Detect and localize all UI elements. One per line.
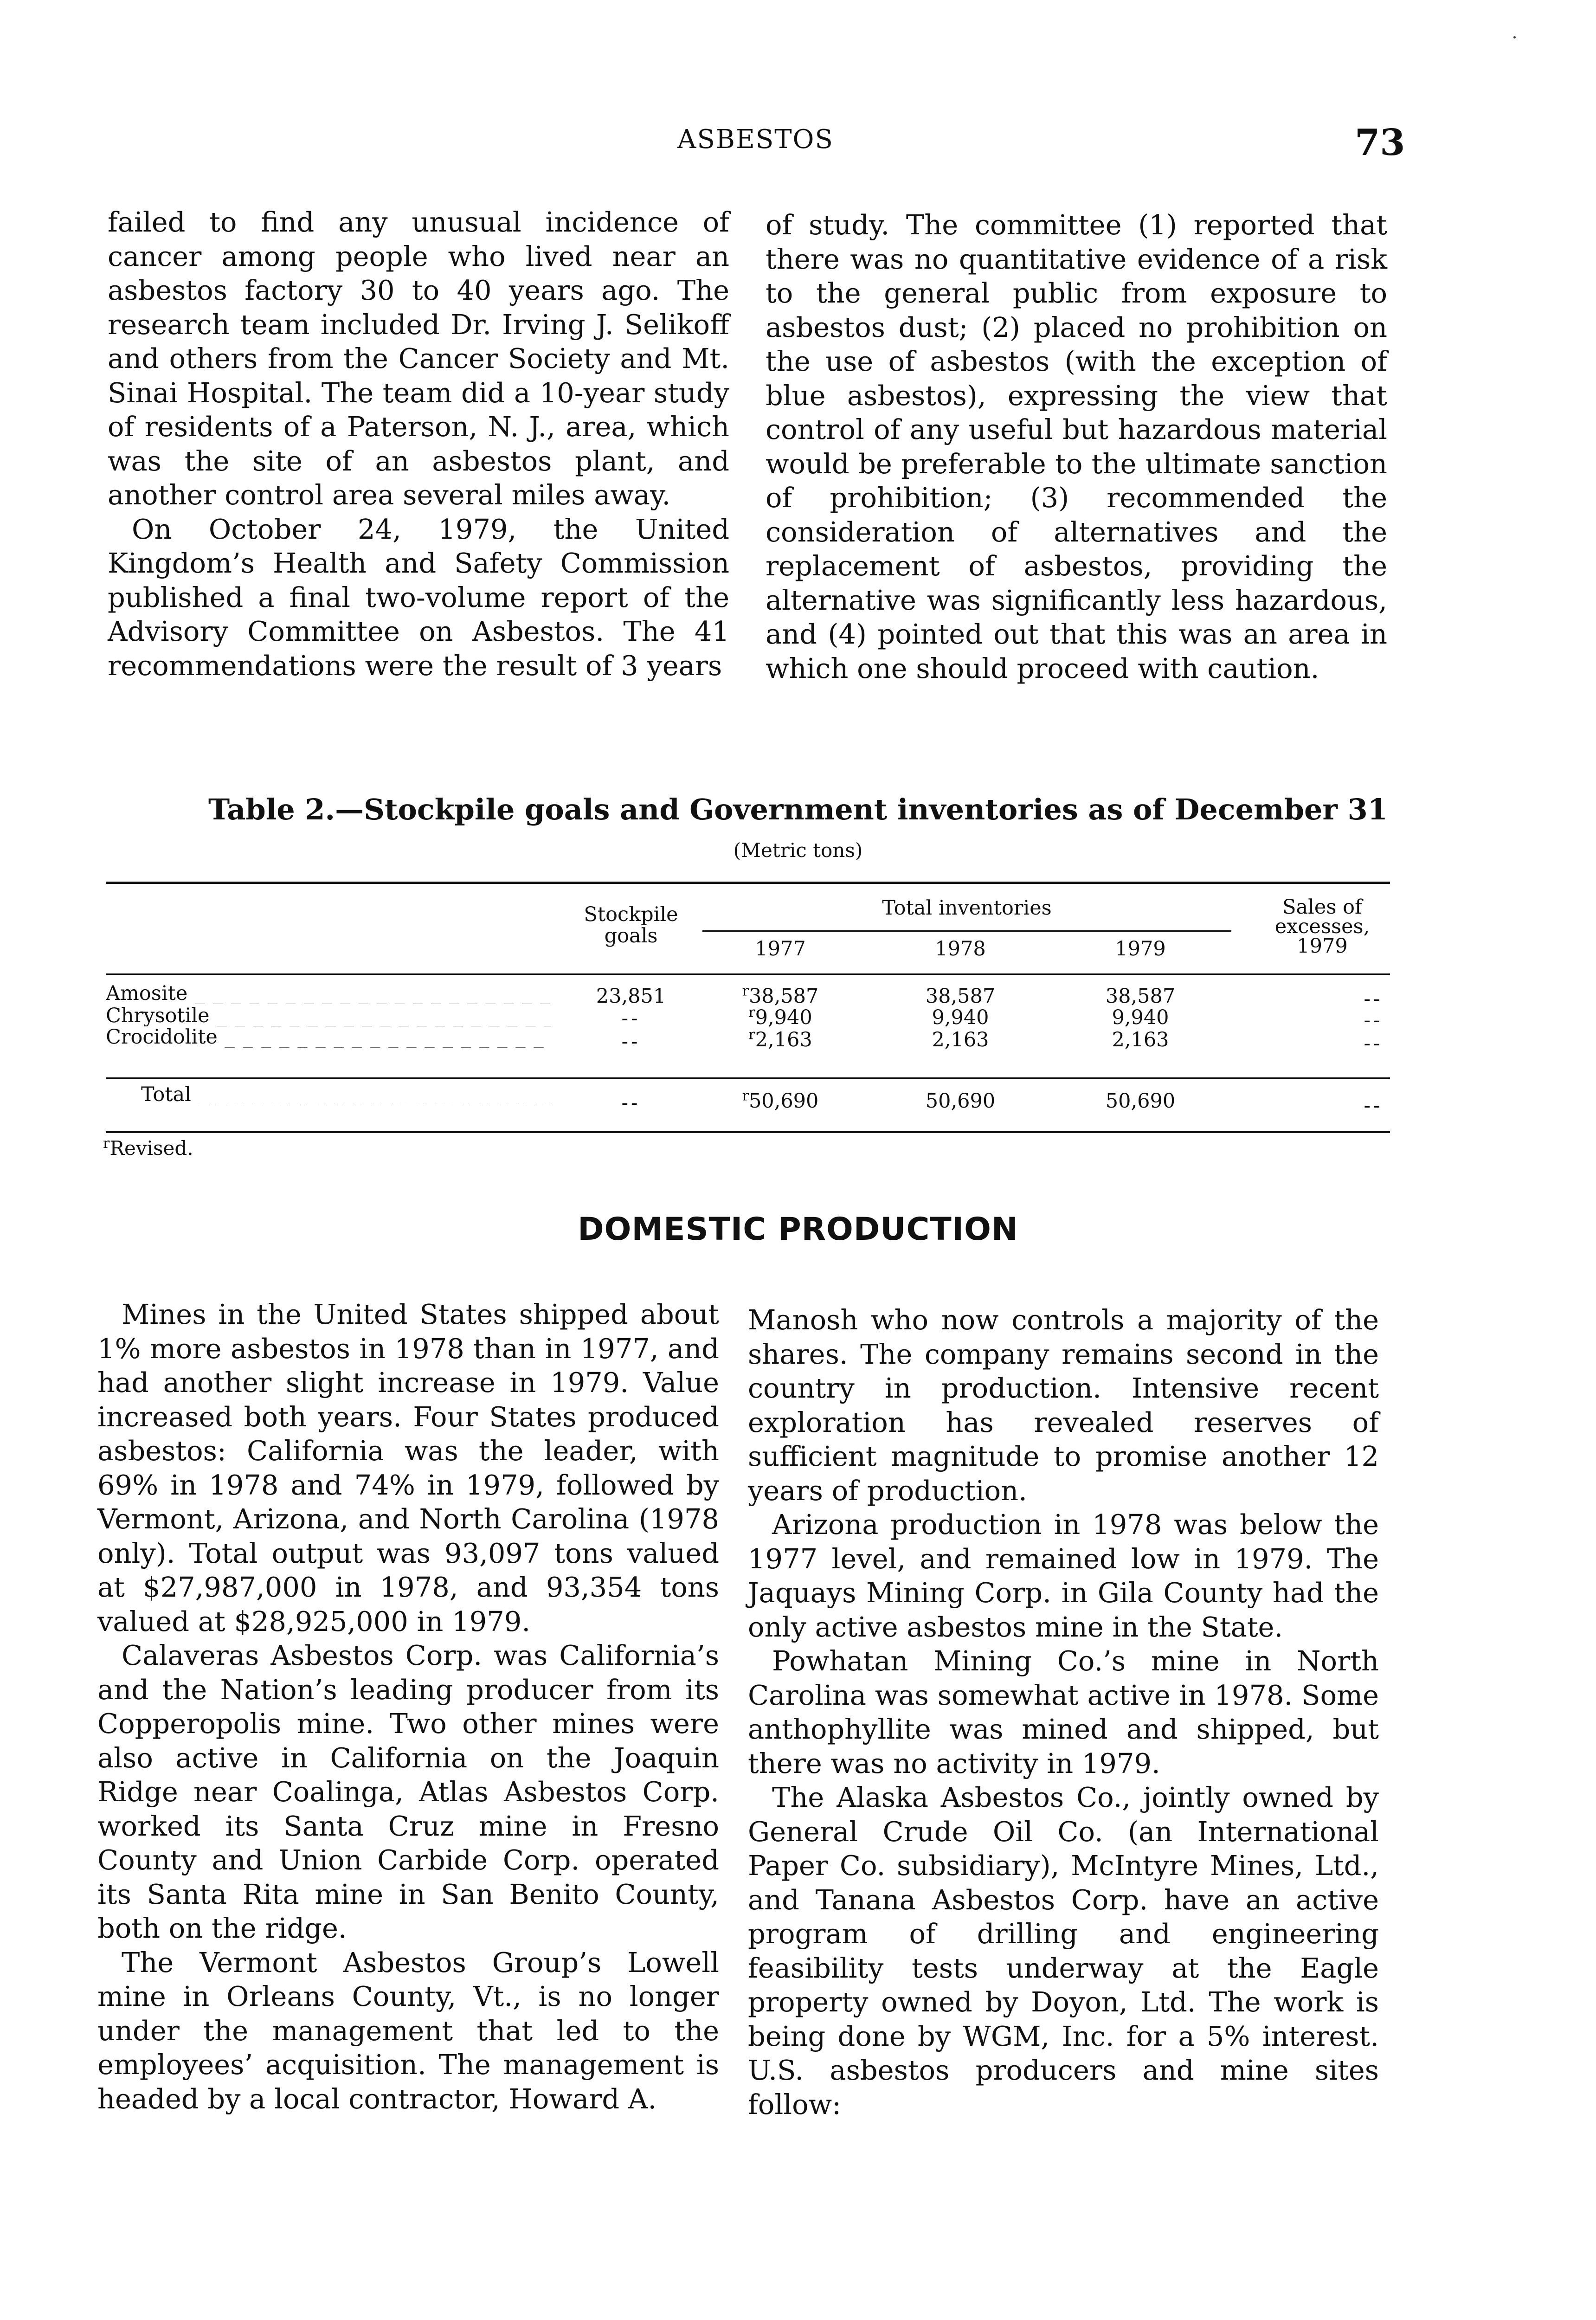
col-header-stockpile <box>575 904 687 947</box>
top-left-column <box>108 205 729 683</box>
bottom-left-column <box>97 1297 719 2116</box>
cell-crocidolite-sales: -- <box>1364 1032 1383 1055</box>
paragraph: of study. The committee (1) reported that there was no quantitative evidence of a risk to the general public from exposure to asbestos dust; (2) placed no prohibition on the use of asbestos (with the exception of blue asbestos), expressing the view that control of any useful but hazardous material would be preferable to the ultimate sanction of prohibition; (3) recommended the consideration of alternatives and the replacement of asbestos, providing the alternative was significantly less hazardous, and (4) pointed out that this was an area in which one should proceed with caution. <box>766 209 1387 684</box>
scan-speck <box>1513 36 1516 39</box>
table-top-rule <box>106 882 1390 884</box>
running-title: ASBESTOS <box>677 124 834 155</box>
revised-mark: r <box>742 983 749 999</box>
cell-amosite-1979: 38,587 <box>1105 985 1176 1008</box>
paragraph: Manosh who now controls a majority of the shares. The company remains second in the country in production. Intensive recent exploration has revealed reserves of sufficient magnitude to promise another 12 years of production. <box>748 1304 1379 1507</box>
paragraph: Calaveras Asbestos Corp. was California’s and the Nation’s leading producer from its Copperopolis mine. Two other mines were also active in California on the Joaquin Ridge near Coalinga, Atlas Asbestos Corp. worked its Santa Cruz mine in Fresno County and Union Carbide Corp. operated its Santa Rita mine in San Benito County, both on the ridge. <box>97 1639 719 1944</box>
top-right-column <box>766 208 1387 685</box>
col-header-1978: 1978 <box>935 937 986 960</box>
col-header-1979: 1979 <box>1115 937 1166 960</box>
header-bottom-rule <box>106 973 1390 975</box>
cell-total-1979: 50,690 <box>1105 1089 1176 1113</box>
col-header-total-inventories: Total inventories <box>882 896 1052 920</box>
col-header-stockpile-line1: Stockpile <box>584 903 678 926</box>
cell-chrysotile-1978: 9,940 <box>932 1006 989 1029</box>
paragraph: failed to find any unusual incidence of cancer among people who lived near an asbestos factory 30 to 40 years ago. The research team included Dr. Irving J. Selikoff and others from the Cancer Society and Mt. Sinai Hospital. The team did a 10-year study of residents of a Paterson, N. J., area, which was the site of an asbestos plant, and another control area several miles away. <box>108 206 729 511</box>
inventories-rule <box>702 930 1231 932</box>
cell-amosite-goals: 23,851 <box>596 985 666 1008</box>
footnote-mark: r <box>103 1135 110 1152</box>
cell-total-1977 <box>715 1090 845 1112</box>
table-bottom-rule <box>106 1131 1390 1133</box>
row-label-chrysotile: Chrysotile _ _ _ <box>106 1005 551 1026</box>
paragraph: Powhatan Mining Co.’s mine in North Carolina was somewhat active in 1978. Some anthophyllite was mined and shipped, but there was no activity in 1979. <box>748 1645 1379 1779</box>
revised-mark: r <box>748 1004 755 1021</box>
paragraph: Mines in the United States shipped about 1% more asbestos in 1978 than in 1977, and had another slight increase in 1979. Value increased both years. Four States produced asbestos: California was the leader, with 69% in 1978 and 74% in 1979, followed by Vermont, Arizona, and North Carolina (1978 only). Total output was 93,097 tons valued at $27,987,000 in 1978, and 93,354 tons valued at $28,925,000 in 1979. <box>97 1298 719 1637</box>
cell-amosite-sales: -- <box>1364 987 1383 1011</box>
cell-chrysotile-goals: -- <box>621 1007 641 1030</box>
footnote-text: Revised. <box>109 1137 193 1160</box>
cell-value: 9,940 <box>755 1006 812 1029</box>
row-label-crocidolite: Crocidolite _ _ _ <box>106 1026 551 1048</box>
cell-crocidolite-1978: 2,163 <box>932 1028 989 1051</box>
col-header-stockpile-line2: goals <box>604 924 658 947</box>
page-number: 73 <box>1355 122 1405 164</box>
row-label-amosite: Amosite _ _ _ <box>106 983 551 1004</box>
cell-chrysotile-1977 <box>715 1004 845 1029</box>
cell-total-goals: -- <box>621 1091 641 1115</box>
paragraph: Arizona production in 1978 was below the 1977 level, and remained low in 1979. The Jaquays Mining Corp. in Gila County had the only active asbestos mine in the State. <box>748 1508 1379 1643</box>
cell-crocidolite-1979: 2,163 <box>1112 1028 1169 1051</box>
table-footnote <box>103 1137 193 1160</box>
cell-value: 50,690 <box>748 1089 819 1113</box>
col-header-sales-line2: excesses, <box>1274 915 1370 938</box>
revised-mark: r <box>742 1088 749 1104</box>
cell-amosite-1977 <box>715 983 845 1008</box>
paragraph: The Vermont Asbestos Group’s Lowell mine in Orleans County, Vt., is no longer under the management that led to the employees’ acquisition. The management is headed by a local contractor, Howard A. <box>97 1946 719 2115</box>
section-heading: DOMESTIC PRODUCTION <box>578 1211 1018 1248</box>
bottom-right-column <box>748 1303 1379 2121</box>
col-header-sales-line1: Sales of <box>1282 896 1362 919</box>
col-header-sales <box>1253 897 1392 956</box>
row-label-total: Total _ _ _ <box>141 1084 551 1105</box>
paragraph: The Alaska Asbestos Co., jointly owned by General Crude Oil Co. (an International Paper Co. subsidiary), McIntyre Mines, Ltd., and Tanana Asbestos Corp. have an active program of drilling and engineering feasibility tests underway at the Eagle property owned by Doyon, Ltd. The work is being done by WGM, Inc. for a 5% interest. U.S. asbestos producers and mine sites follow: <box>748 1781 1379 2120</box>
cell-value: 2,163 <box>755 1028 812 1051</box>
cell-total-sales: -- <box>1364 1094 1383 1117</box>
paragraph: On October 24, 1979, the United Kingdom’s Health and Safety Commission published a final two-volume report of the Advisory Committee on Asbestos. The 41 recommendations were the result of 3 years <box>108 513 729 682</box>
col-header-1977: 1977 <box>755 937 806 960</box>
cell-crocidolite-goals: -- <box>621 1030 641 1053</box>
cell-amosite-1978: 38,587 <box>925 985 996 1008</box>
revised-mark: r <box>748 1026 755 1043</box>
cell-chrysotile-sales: -- <box>1364 1009 1383 1032</box>
col-header-sales-line3: 1979 <box>1297 934 1348 958</box>
table-subtitle: (Metric tons) <box>733 839 863 862</box>
cell-total-1978: 50,690 <box>925 1089 996 1113</box>
total-separator-rule <box>106 1077 1390 1079</box>
cell-chrysotile-1979: 9,940 <box>1112 1006 1169 1029</box>
table-title: Table 2.—Stockpile goals and Government inventories as of December 31 <box>208 793 1388 826</box>
cell-value: 38,587 <box>748 985 819 1008</box>
cell-crocidolite-1977 <box>715 1026 845 1051</box>
